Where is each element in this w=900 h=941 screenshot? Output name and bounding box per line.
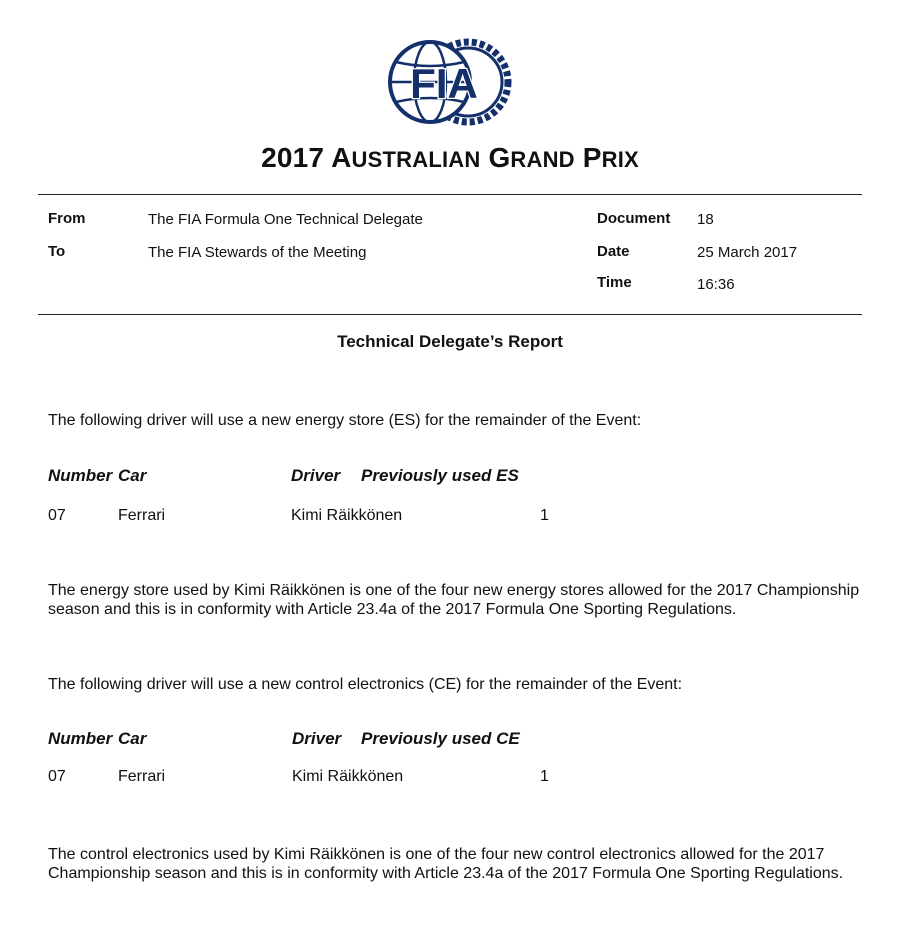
time-value: 16:36 [697,276,735,293]
ce-row-number: 07 [48,768,66,785]
es-row-car: Ferrari [118,507,166,524]
es-col-previous: Previously used ES [361,466,519,485]
ce-row-car: Ferrari [118,768,166,785]
fia-logo [384,36,516,128]
ce-col-number: Number [48,729,113,748]
date-value: 25 March 2017 [697,244,798,261]
header-bottom-divider [38,314,862,315]
es-col-car: Car [118,466,147,485]
from-value: The FIA Formula One Technical Delegate [148,211,423,228]
date-label: Date [597,243,630,260]
svg-text:FIA: FIA [410,60,478,107]
ce-intro-text: The following driver will use a new control electronics (CE) for the remainder of the Event: [48,676,683,693]
ce-conclusion-text: The control electronics used by Kimi Räikkönen is one of the four new control electronics allowed for the 2017 Championship season and this is in conformity with Article 23.4a of the 2017 Formula One Sporting Regulations. [48,846,844,882]
es-row-previous: 1 [540,507,549,524]
ce-row-previous: 1 [540,768,549,785]
report-title: Technical Delegate’s Report [337,332,563,351]
to-label: To [48,243,66,260]
es-row-driver: Kimi Räikkönen [291,507,403,524]
document-number-value: 18 [697,211,714,228]
document-number-label: Document [597,210,671,227]
header-top-divider [38,194,862,195]
es-conclusion-text: The energy store used by Kimi Räikkönen is one of the four new energy stores allowed for the 2017 Championship season and this is in conformity with Article 23.4a of the 2017 Formula One Sporting Regulations. [48,582,860,618]
es-row-number: 07 [48,507,66,524]
ce-col-previous: Previously used CE [361,729,520,748]
document-title: 2017 AUSTRALIAN GRAND PRIX [261,142,639,173]
ce-col-car: Car [118,729,147,748]
es-intro-text: The following driver will use a new energy store (ES) for the remainder of the Event: [48,412,642,429]
ce-col-driver: Driver [292,729,342,748]
fia-globe-icon [384,36,516,128]
es-col-number: Number [48,466,113,485]
ce-row-driver: Kimi Räikkönen [292,768,404,785]
time-label: Time [597,274,632,291]
to-value: The FIA Stewards of the Meeting [148,244,367,261]
es-col-driver: Driver [291,466,341,485]
from-label: From [48,210,86,227]
